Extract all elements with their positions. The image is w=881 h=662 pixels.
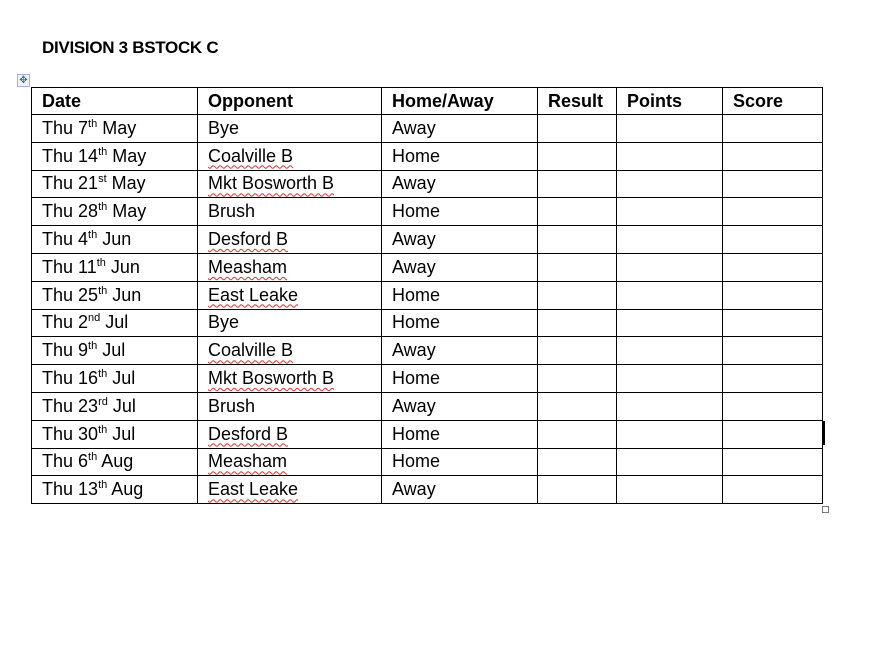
date-cell[interactable] [32, 420, 198, 448]
result-cell[interactable] [538, 420, 617, 448]
header-score[interactable]: Score [723, 88, 823, 115]
ordinal-suffix: th [96, 256, 106, 269]
score-cell[interactable] [723, 253, 823, 281]
weekday: Thu [42, 201, 79, 222]
table-row [32, 309, 823, 337]
result-cell[interactable] [538, 392, 617, 420]
venue-cell[interactable]: Away [382, 392, 538, 420]
score-cell[interactable] [723, 420, 823, 448]
points-cell[interactable] [617, 337, 723, 365]
month: Jul [107, 395, 136, 416]
opponent-cell[interactable] [198, 392, 382, 420]
header-date[interactable]: Date [32, 88, 198, 115]
date-cell[interactable] [32, 142, 198, 170]
points-cell[interactable] [617, 115, 723, 143]
opponent-cell[interactable] [198, 309, 382, 337]
month: Aug [107, 479, 144, 500]
ordinal-suffix: th [88, 117, 98, 130]
date-cell[interactable] [32, 476, 198, 504]
header-opponent[interactable]: Opponent [198, 88, 382, 115]
table-row [32, 226, 823, 254]
day: 4 [78, 229, 89, 250]
venue-cell[interactable]: Home [382, 198, 538, 226]
venue-cell[interactable]: Home [382, 420, 538, 448]
ordinal-suffix: rd [98, 395, 108, 408]
weekday: Thu [42, 395, 79, 416]
venue-cell[interactable]: Away [382, 337, 538, 365]
weekday: Thu [42, 256, 79, 277]
table-row [32, 115, 823, 143]
venue-cell[interactable]: Away [382, 115, 538, 143]
result-cell[interactable] [538, 170, 617, 198]
venue-cell[interactable]: Away [382, 170, 538, 198]
fixtures-table [31, 87, 823, 504]
venue-cell[interactable]: Away [382, 476, 538, 504]
opponent-name: Desford B [208, 229, 289, 250]
table-row [32, 365, 823, 393]
score-cell[interactable] [723, 198, 823, 226]
points-cell[interactable] [617, 170, 723, 198]
date-cell[interactable] [32, 226, 198, 254]
text-cursor [823, 421, 825, 445]
table-row [32, 448, 823, 476]
ordinal-suffix: th [98, 145, 108, 158]
month: May [107, 145, 147, 166]
points-cell[interactable] [617, 476, 723, 504]
result-cell[interactable] [538, 142, 617, 170]
opponent-cell[interactable] [198, 170, 382, 198]
table-row [32, 253, 823, 281]
venue-cell[interactable]: Home [382, 281, 538, 309]
points-cell[interactable] [617, 281, 723, 309]
opponent-cell[interactable] [198, 337, 382, 365]
opponent-cell[interactable] [198, 198, 382, 226]
ordinal-suffix: th [88, 451, 98, 464]
weekday: Thu [42, 117, 79, 138]
header-result[interactable]: Result [538, 88, 617, 115]
result-cell[interactable] [538, 365, 617, 393]
result-cell[interactable] [538, 198, 617, 226]
day: 25 [78, 284, 99, 305]
date-cell[interactable] [32, 392, 198, 420]
result-cell[interactable] [538, 253, 617, 281]
weekday: Thu [42, 284, 79, 305]
opponent-name: Measham [208, 451, 288, 472]
opponent-name: Mkt Bosworth B [208, 368, 335, 389]
opponent-cell[interactable] [198, 476, 382, 504]
date-cell[interactable] [32, 337, 198, 365]
day: 2 [78, 312, 89, 333]
points-cell[interactable] [617, 253, 723, 281]
ordinal-suffix: th [88, 229, 98, 242]
day: 16 [78, 368, 99, 389]
month: Jun [97, 229, 132, 250]
points-cell[interactable] [617, 309, 723, 337]
weekday: Thu [42, 340, 79, 361]
month: Jun [105, 256, 140, 277]
date-cell[interactable] [32, 198, 198, 226]
date-cell[interactable] [32, 170, 198, 198]
weekday: Thu [42, 312, 79, 333]
points-cell[interactable] [617, 198, 723, 226]
points-cell[interactable] [617, 142, 723, 170]
opponent-name: Desford B [208, 423, 289, 444]
score-cell[interactable] [723, 115, 823, 143]
opponent-name: Coalville B [208, 145, 294, 166]
opponent-name: Bye [208, 117, 240, 138]
ordinal-suffix: th [98, 479, 108, 492]
ordinal-suffix: nd [88, 312, 101, 325]
table-row [32, 337, 823, 365]
day: 6 [78, 451, 89, 472]
opponent-name: Brush [208, 201, 256, 222]
ordinal-suffix: th [88, 340, 98, 353]
header-points[interactable]: Points [617, 88, 723, 115]
document-title: DIVISION 3 BSTOCK C [42, 38, 219, 57]
opponent-cell[interactable] [198, 253, 382, 281]
score-cell[interactable] [723, 365, 823, 393]
month: Jul [107, 368, 136, 389]
venue-cell[interactable]: Away [382, 226, 538, 254]
score-cell[interactable] [723, 309, 823, 337]
score-cell[interactable] [723, 448, 823, 476]
points-cell[interactable] [617, 448, 723, 476]
ordinal-suffix: th [98, 368, 108, 381]
table-row [32, 142, 823, 170]
date-cell[interactable] [32, 365, 198, 393]
result-cell[interactable] [538, 309, 617, 337]
venue-cell[interactable]: Home [382, 309, 538, 337]
day: 11 [78, 256, 97, 277]
score-cell[interactable] [723, 281, 823, 309]
month: Jun [107, 284, 142, 305]
score-cell[interactable] [723, 226, 823, 254]
score-cell[interactable] [723, 170, 823, 198]
day: 21 [78, 173, 99, 194]
result-cell[interactable] [538, 337, 617, 365]
day: 28 [78, 201, 99, 222]
table-row [32, 198, 823, 226]
date-cell[interactable] [32, 253, 198, 281]
weekday: Thu [42, 173, 79, 194]
weekday: Thu [42, 145, 79, 166]
weekday: Thu [42, 423, 79, 444]
opponent-name: East Leake [208, 284, 299, 305]
weekday: Thu [42, 451, 79, 472]
day: 14 [78, 145, 99, 166]
month: Jul [107, 423, 136, 444]
opponent-name: Brush [208, 395, 256, 416]
day: 13 [78, 479, 99, 500]
ordinal-suffix: th [98, 423, 108, 436]
result-cell[interactable] [538, 476, 617, 504]
opponent-cell[interactable] [198, 448, 382, 476]
table-resize-handle[interactable] [822, 506, 829, 513]
table-row [32, 476, 823, 504]
table-move-handle-icon[interactable]: ✥ [17, 74, 30, 87]
opponent-name: Bye [208, 312, 240, 333]
table-row [32, 170, 823, 198]
month: Jul [97, 340, 126, 361]
venue-cell[interactable]: Away [382, 253, 538, 281]
result-cell[interactable] [538, 115, 617, 143]
table-row [32, 281, 823, 309]
month: May [97, 117, 137, 138]
weekday: Thu [42, 229, 79, 250]
venue-cell[interactable]: Home [382, 142, 538, 170]
date-cell[interactable] [32, 448, 198, 476]
score-cell[interactable] [723, 337, 823, 365]
weekday: Thu [42, 479, 79, 500]
header-home-away[interactable]: Home/Away [382, 88, 538, 115]
month: Jul [100, 312, 129, 333]
table-row [32, 420, 823, 448]
day: 7 [78, 117, 89, 138]
score-cell[interactable] [723, 392, 823, 420]
month: May [107, 201, 147, 222]
opponent-name: Measham [208, 256, 288, 277]
opponent-cell[interactable] [198, 115, 382, 143]
day: 9 [78, 340, 89, 361]
day: 30 [78, 423, 99, 444]
opponent-cell[interactable] [198, 365, 382, 393]
month: May [106, 173, 146, 194]
points-cell[interactable] [617, 420, 723, 448]
opponent-cell[interactable] [198, 420, 382, 448]
date-cell[interactable] [32, 281, 198, 309]
table-row [32, 392, 823, 420]
points-cell[interactable] [617, 365, 723, 393]
points-cell[interactable] [617, 226, 723, 254]
ordinal-suffix: th [98, 201, 108, 214]
ordinal-suffix: st [98, 173, 107, 186]
opponent-name: Coalville B [208, 340, 294, 361]
ordinal-suffix: th [98, 284, 108, 297]
opponent-cell[interactable] [198, 226, 382, 254]
date-cell[interactable] [32, 309, 198, 337]
points-cell[interactable] [617, 392, 723, 420]
day: 23 [78, 395, 99, 416]
result-cell[interactable] [538, 226, 617, 254]
date-cell[interactable] [32, 115, 198, 143]
score-cell[interactable] [723, 476, 823, 504]
opponent-cell[interactable] [198, 142, 382, 170]
table-header-row [32, 88, 823, 115]
weekday: Thu [42, 368, 79, 389]
opponent-name: East Leake [208, 479, 299, 500]
result-cell[interactable] [538, 281, 617, 309]
venue-cell[interactable]: Home [382, 448, 538, 476]
result-cell[interactable] [538, 448, 617, 476]
month: Aug [97, 451, 134, 472]
venue-cell[interactable]: Home [382, 365, 538, 393]
score-cell[interactable] [723, 142, 823, 170]
opponent-cell[interactable] [198, 281, 382, 309]
opponent-name: Mkt Bosworth B [208, 173, 335, 194]
